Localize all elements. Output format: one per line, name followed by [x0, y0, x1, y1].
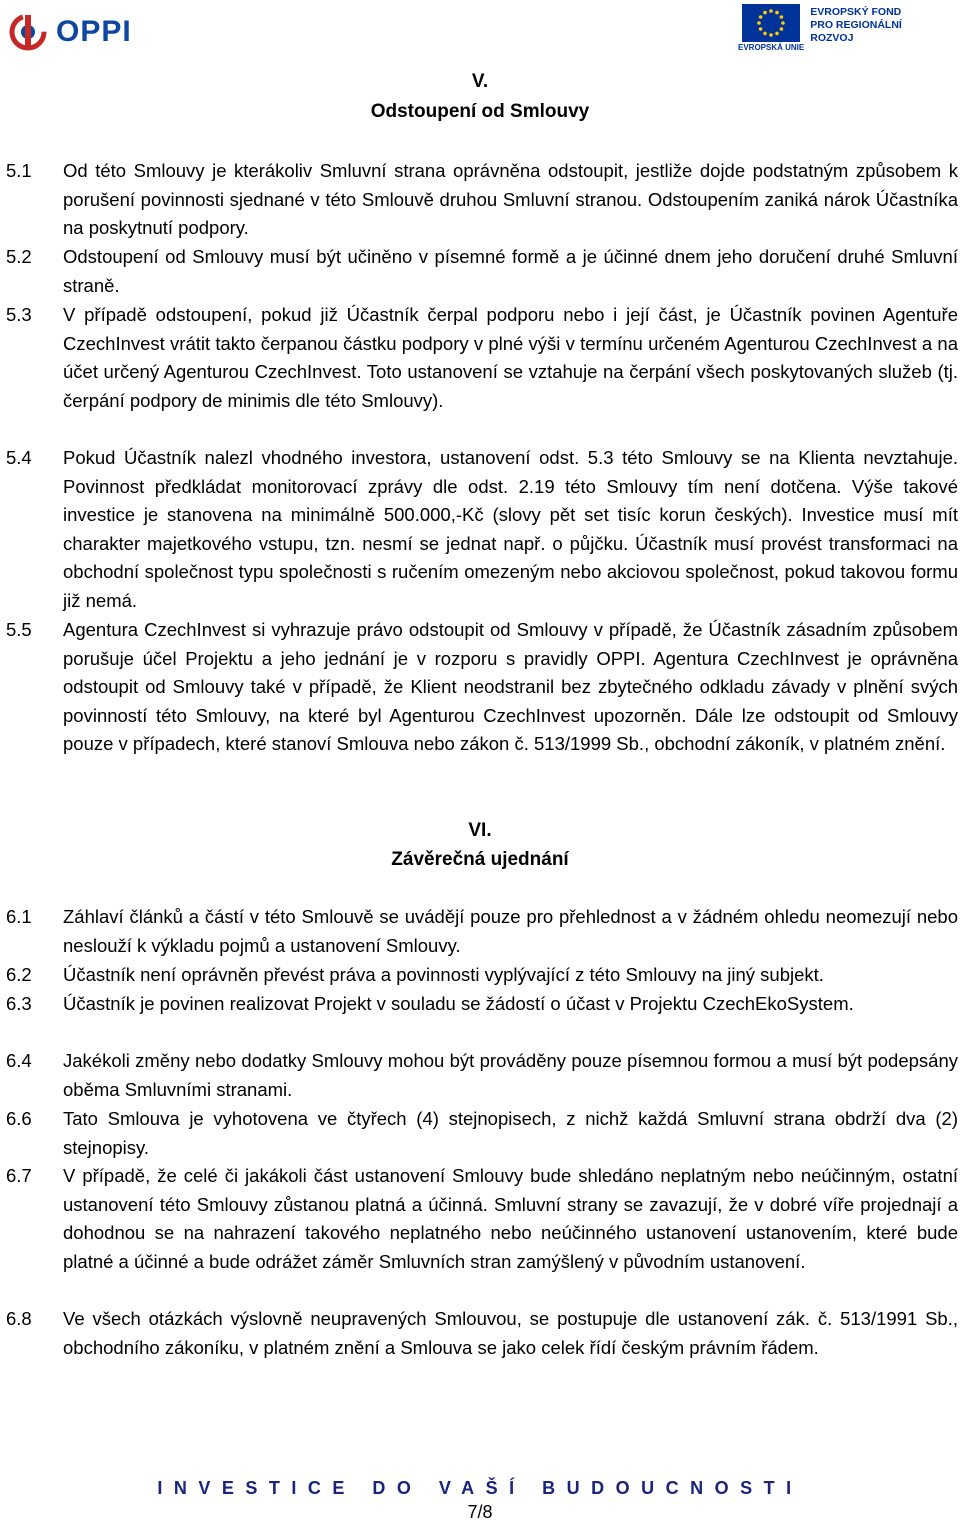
- clause-text: Účastník je povinen realizovat Projekt v souladu se žádostí o účast v Projektu CzechEkoSystem.: [63, 993, 854, 1014]
- clause-5-1: [6, 157, 958, 243]
- clause-5-4: [6, 444, 958, 616]
- clause-text: Účastník není oprávněn převést práva a povinnosti vyplývající z této Smlouvy na jiný subjekt.: [63, 964, 824, 985]
- clause-5-5: [6, 616, 958, 759]
- clause-number: 6.2: [6, 964, 32, 985]
- clause-number: 6.7: [6, 1165, 32, 1186]
- clause-text: Tato Smlouva je vyhotovena ve čtyřech (4) stejnopisech, z nichž každá Smluvní strana obdrží dva (2) stejnopisy.: [63, 1108, 958, 1158]
- clause-text: Jakékoli změny nebo dodatky Smlouvy mohou být prováděny pouze písemnou formou a musí být podepsány oběma Smluvními stranami.: [63, 1050, 958, 1100]
- clause-number: 6.1: [6, 906, 32, 927]
- clause-6-6: [6, 1105, 958, 1162]
- clause-number: 5.4: [6, 447, 32, 468]
- section-5-numeral: V.: [471, 71, 489, 92]
- clause-number: 6.3: [6, 993, 32, 1014]
- eu-flag-icon: [742, 4, 800, 42]
- clause-text: V případě, že celé či jakákoli část ustanovení Smlouvy bude shledáno neplatným nebo neúčinným, ostatní ustanovení této Smlouvy zůstanou platná a účinná. Smluvní strany se zavazují, že v dobré víře projednají a dohodnou se na nahrazení takového neplatného nebo neúčinného ustanovení ustanovením, které bude platné a účinné a bude odrážet záměr Smluvních stran zamýšlený v původním ustanovení.: [63, 1165, 958, 1272]
- clause-text: Od této Smlouvy je kterákoliv Smluvní strana oprávněna odstoupit, jestliže dojde podstatným způsobem k porušení povinnosti sjednané v této Smlouvě druhou Smluvní stranou. Odstoupením zaniká nárok Účastníka na poskytnutí podpory.: [63, 160, 958, 239]
- clause-text: Záhlaví článků a částí v této Smlouvě se uvádějí pouze pro přehlednost a v žádném ohledu neomezují nebo neslouží k výkladu pojmů a ustanovení Smlouvy.: [63, 906, 958, 956]
- footer-motto: INVESTICE DO VAŠÍ BUDOUCNOSTI: [157, 1478, 803, 1498]
- clause-text: Agentura CzechInvest si vyhrazuje právo odstoupit od Smlouvy v případě, že Účastník zásadním způsobem porušuje účel Projektu a jeho jednání je v rozporu s pravidly OPPI. Agentura CzechInvest je oprávněna odstoupit od Smlouvy také v případě, že Klient neodstranil bez zbytečného odkladu závady v plnění svých povinností této Smlouvy, na které byl Agenturou CzechInvest upozorněn. Dále lze odstoupit od Smlouvy pouze v případech, které stanoví Smlouva nebo zákon č. 513/1999 Sb., obchodní zákoník, v platném znění.: [63, 619, 958, 755]
- clause-text: Ve všech otázkách výslovně neupravených Smlouvou, se postupuje dle ustanovení zák. č. 513/1991 Sb., obchodního zákoníku, v platném znění a Smlouva se jako celek řídí českým právním řádem.: [63, 1308, 958, 1358]
- clause-6-2: [6, 961, 958, 990]
- eu-fund-name: EVROPSKÝ FOND PRO REGIONÁLNÍ ROZVOJ: [810, 6, 902, 44]
- clause-number: 5.2: [6, 246, 32, 267]
- section-5-title: Odstoupení od Smlouvy: [370, 101, 590, 122]
- clause-number: 5.5: [6, 619, 32, 640]
- clause-text: Odstoupení od Smlouvy musí být učiněno v písemné formě a je účinné dnem jeho doručení druhé Smluvní straně.: [63, 246, 958, 296]
- oppi-logo: [8, 12, 132, 52]
- clause-5-2: [6, 243, 958, 300]
- page-header: [0, 0, 960, 60]
- section-6-numeral: VI.: [468, 820, 492, 841]
- clause-6-1: [6, 903, 958, 960]
- clause-number: 6.4: [6, 1050, 32, 1071]
- oppi-logo-text: OPPI: [56, 15, 132, 48]
- clause-number: 5.3: [6, 304, 32, 325]
- clause-number: 6.6: [6, 1108, 32, 1129]
- page-number: 7/8: [467, 1502, 493, 1522]
- section-6-title: Závěrečná ujednání: [391, 849, 569, 870]
- clause-6-7: [6, 1162, 958, 1276]
- oppi-emblem-icon: [8, 12, 48, 52]
- clause-text: V případě odstoupení, pokud již Účastník čerpal podporu nebo i její část, je Účastník povinen Agentuře CzechInvest vrátit takto čerpanou částku podpory v plné výši v termínu určeném Agenturou CzechInvest a na účet určený Agenturou CzechInvest. Toto ustanovení se vztahuje na čerpání všech poskytovaných služeb (tj. čerpání podpory de minimis dle této Smlouvy).: [63, 304, 958, 411]
- clause-6-8: [6, 1305, 958, 1362]
- clause-6-4: [6, 1047, 958, 1104]
- clause-5-3: [6, 301, 958, 415]
- clause-number: 5.1: [6, 160, 32, 181]
- clause-6-3: [6, 990, 958, 1019]
- clause-text: Pokud Účastník nalezl vhodného investora, ustanovení odst. 5.3 této Smlouvy se na Klienta nevztahuje. Povinnost předkládat monitorovací zprávy dle odst. 2.19 této Smlouvy tím není dotčena. Výše takové investice je stanovena na minimálně 500.000,-Kč (slovy pět set tisíc korun českých). Investice musí mít charakter majetkového vstupu, tzn. nesmí se jednat např. o půjčku. Účastník musí provést transformaci na obchodní společnost typu společnosti s ručením omezeným nebo akciovou společnost, pokud takovou formu již nemá.: [63, 447, 958, 611]
- eu-caption: EVROPSKÁ UNIE: [738, 43, 805, 52]
- clause-number: 6.8: [6, 1308, 32, 1329]
- eu-fund-logo: [738, 4, 902, 52]
